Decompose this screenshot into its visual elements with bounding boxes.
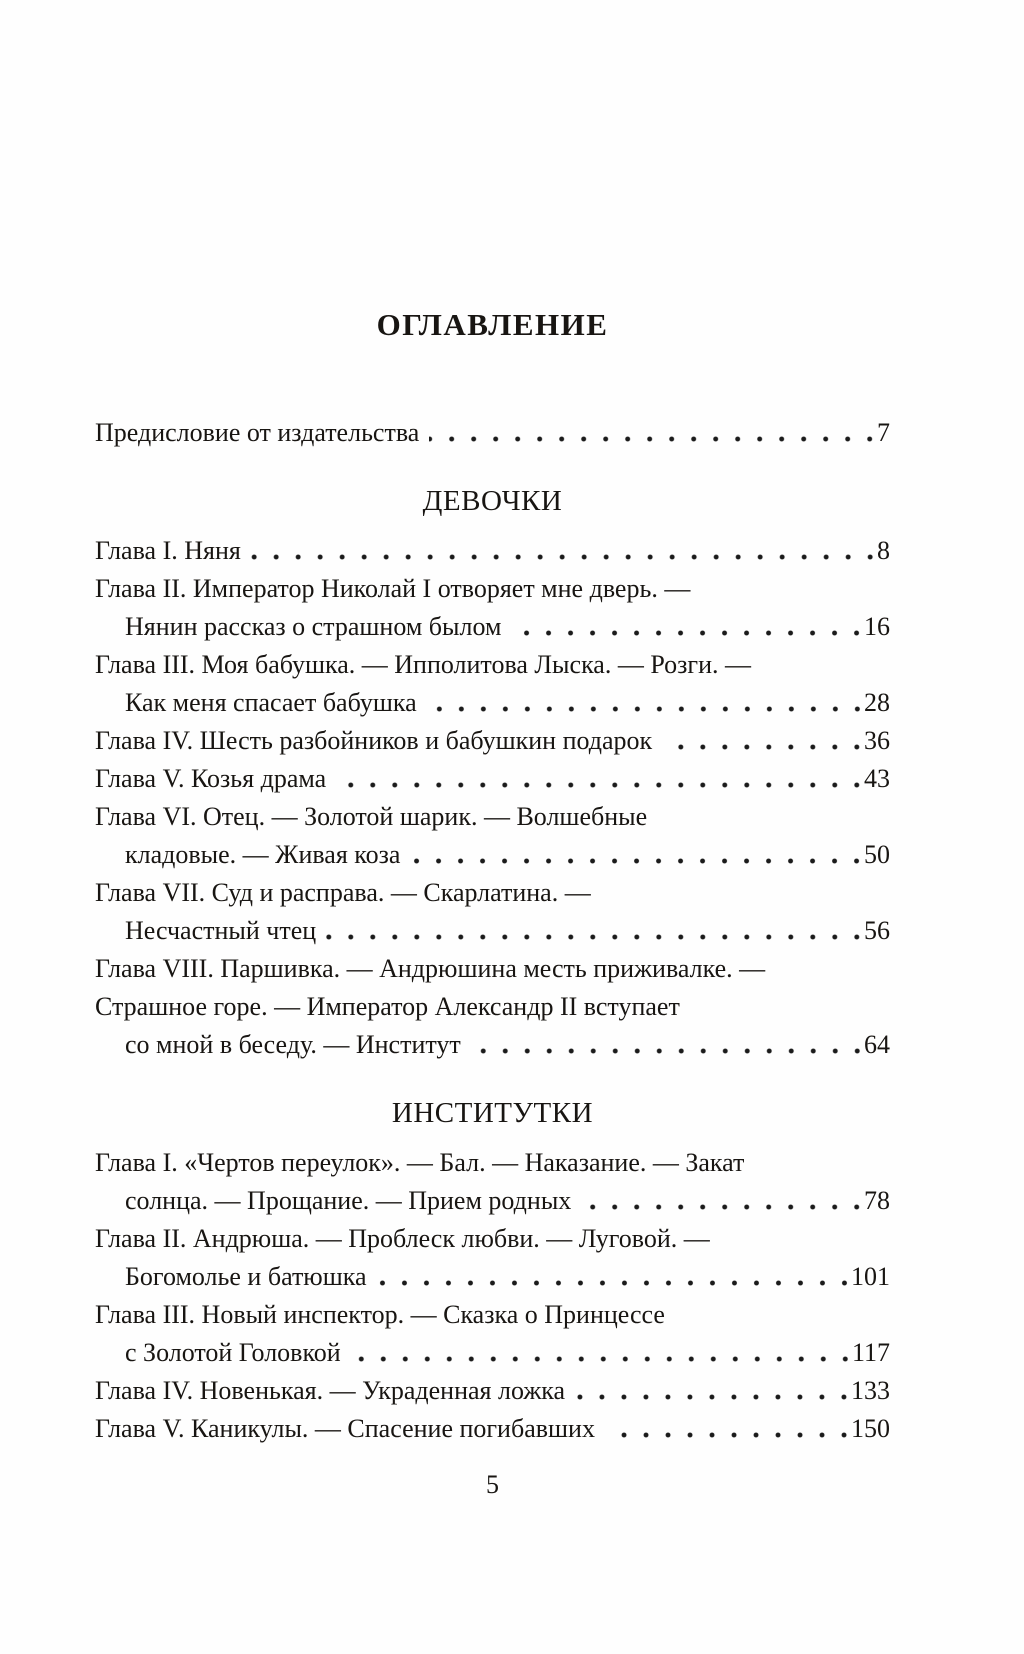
entry-text: Глава I. Няня	[95, 536, 241, 565]
entry-page-number: 133	[851, 1376, 890, 1405]
entry-text: Как меня спасает бабушка	[125, 688, 417, 717]
toc-entry	[95, 874, 890, 950]
dot-leader	[662, 734, 862, 760]
entry-text: Глава V. Козья драма	[95, 764, 327, 793]
entry-text: Глава IV. Новенькая. — Украденная ложка	[95, 1376, 566, 1405]
entry-text: Глава V. Каникулы. — Спасение погибавших	[95, 1414, 595, 1443]
dot-leader	[605, 1422, 849, 1448]
entry-page-number: 28	[864, 688, 890, 717]
entry-text: Нянин рассказ о страшном былом	[125, 612, 502, 641]
entry-line: Глава II. Император Николай I отворяет мне дверь. —	[95, 574, 691, 603]
dot-leader	[351, 1346, 850, 1372]
entry-line: Глава VII. Суд и расправа. — Скарлатина. —	[95, 878, 591, 907]
entry-page-number: 36	[864, 726, 890, 755]
toc-entry	[95, 1220, 890, 1296]
entry-line: Глава II. Андрюша. — Проблеск любви. — Луговой. —	[95, 1224, 710, 1253]
entry-text: Глава IV. Шесть разбойников и бабушкин подарок	[95, 726, 653, 755]
section-heading: ДЕВОЧКИ	[422, 485, 563, 517]
page-title: ОГЛАВЛЕНИЕ	[376, 307, 609, 342]
entry-line	[95, 836, 890, 874]
entry-text: Богомолье и батюшка	[125, 1262, 367, 1291]
entry-line	[95, 1410, 890, 1448]
dot-leader	[336, 772, 862, 798]
toc-entry	[95, 1410, 890, 1448]
entry-line: Глава III. Моя бабушка. — Ипполитова Лыска. — Розги. —	[95, 650, 752, 679]
entry-line	[95, 722, 890, 760]
entry-page-number: 16	[864, 612, 890, 641]
dot-leader	[511, 620, 862, 646]
entry-page-number: 78	[864, 1186, 890, 1215]
entry-line	[95, 608, 890, 646]
page-number: 5	[486, 1470, 499, 1499]
entry-line	[95, 1334, 890, 1372]
dot-leader	[471, 1038, 862, 1064]
toc-entry	[95, 1296, 890, 1372]
toc-entry	[95, 798, 890, 874]
entry-page-number: 117	[851, 1338, 890, 1367]
toc-entry	[95, 1372, 890, 1410]
entry-line	[95, 760, 890, 798]
toc-entry	[95, 950, 890, 1064]
entry-text: с Золотой Головкой	[125, 1338, 341, 1367]
entry-line	[95, 1258, 890, 1296]
dot-leader	[410, 848, 862, 874]
entry-page-number: 64	[864, 1030, 890, 1059]
entry-line	[95, 684, 890, 722]
toc-entry	[95, 760, 890, 798]
dot-leader	[427, 696, 862, 722]
entry-text: солнца. — Прощание. — Прием родных	[125, 1186, 572, 1215]
entry-text: кладовые. — Живая коза	[125, 840, 401, 869]
entry-line	[95, 912, 890, 950]
entry-page-number: 8	[877, 536, 890, 565]
entry-line: Глава III. Новый инспектор. — Сказка о Принцессе	[95, 1300, 665, 1329]
toc-entry	[95, 570, 890, 646]
entry-text: Предисловие от издательства	[95, 418, 420, 447]
entry-line: Глава VI. Отец. — Золотой шарик. — Волшебные	[95, 802, 648, 831]
dot-leader	[429, 426, 875, 452]
entry-line: Глава I. «Чертов переулок». — Бал. — Наказание. — Закат	[95, 1148, 745, 1177]
entry-page-number: 101	[851, 1262, 890, 1291]
entry-line: Страшное горе. — Император Александр II вступает	[95, 992, 680, 1021]
entry-text: Несчастный чтец	[125, 916, 317, 945]
toc-entry	[95, 1144, 890, 1220]
toc-entry	[95, 414, 890, 452]
entry-line	[95, 414, 890, 452]
dot-leader	[581, 1194, 862, 1220]
entry-page-number: 150	[851, 1414, 890, 1443]
toc-entry	[95, 646, 890, 722]
entry-line	[95, 1372, 890, 1410]
entry-page-number: 50	[864, 840, 890, 869]
entry-page-number: 56	[864, 916, 890, 945]
entry-line	[95, 1026, 890, 1064]
dot-leader	[575, 1384, 849, 1410]
dot-leader	[326, 924, 862, 950]
dot-leader	[251, 544, 875, 570]
entry-line: Глава VIII. Паршивка. — Андрюшина месть приживалке. —	[95, 954, 766, 983]
entry-page-number: 7	[877, 418, 890, 447]
entry-text: со мной в беседу. — Институт	[125, 1030, 461, 1059]
dot-leader	[377, 1270, 849, 1296]
text-block	[95, 0, 890, 1504]
entry-page-number: 43	[864, 764, 890, 793]
toc-list	[95, 414, 890, 1448]
toc-entry	[95, 722, 890, 760]
entry-line	[95, 532, 890, 570]
toc-entry	[95, 532, 890, 570]
section-heading: ИНСТИТУТКИ	[391, 1097, 594, 1129]
entry-line	[95, 1182, 890, 1220]
